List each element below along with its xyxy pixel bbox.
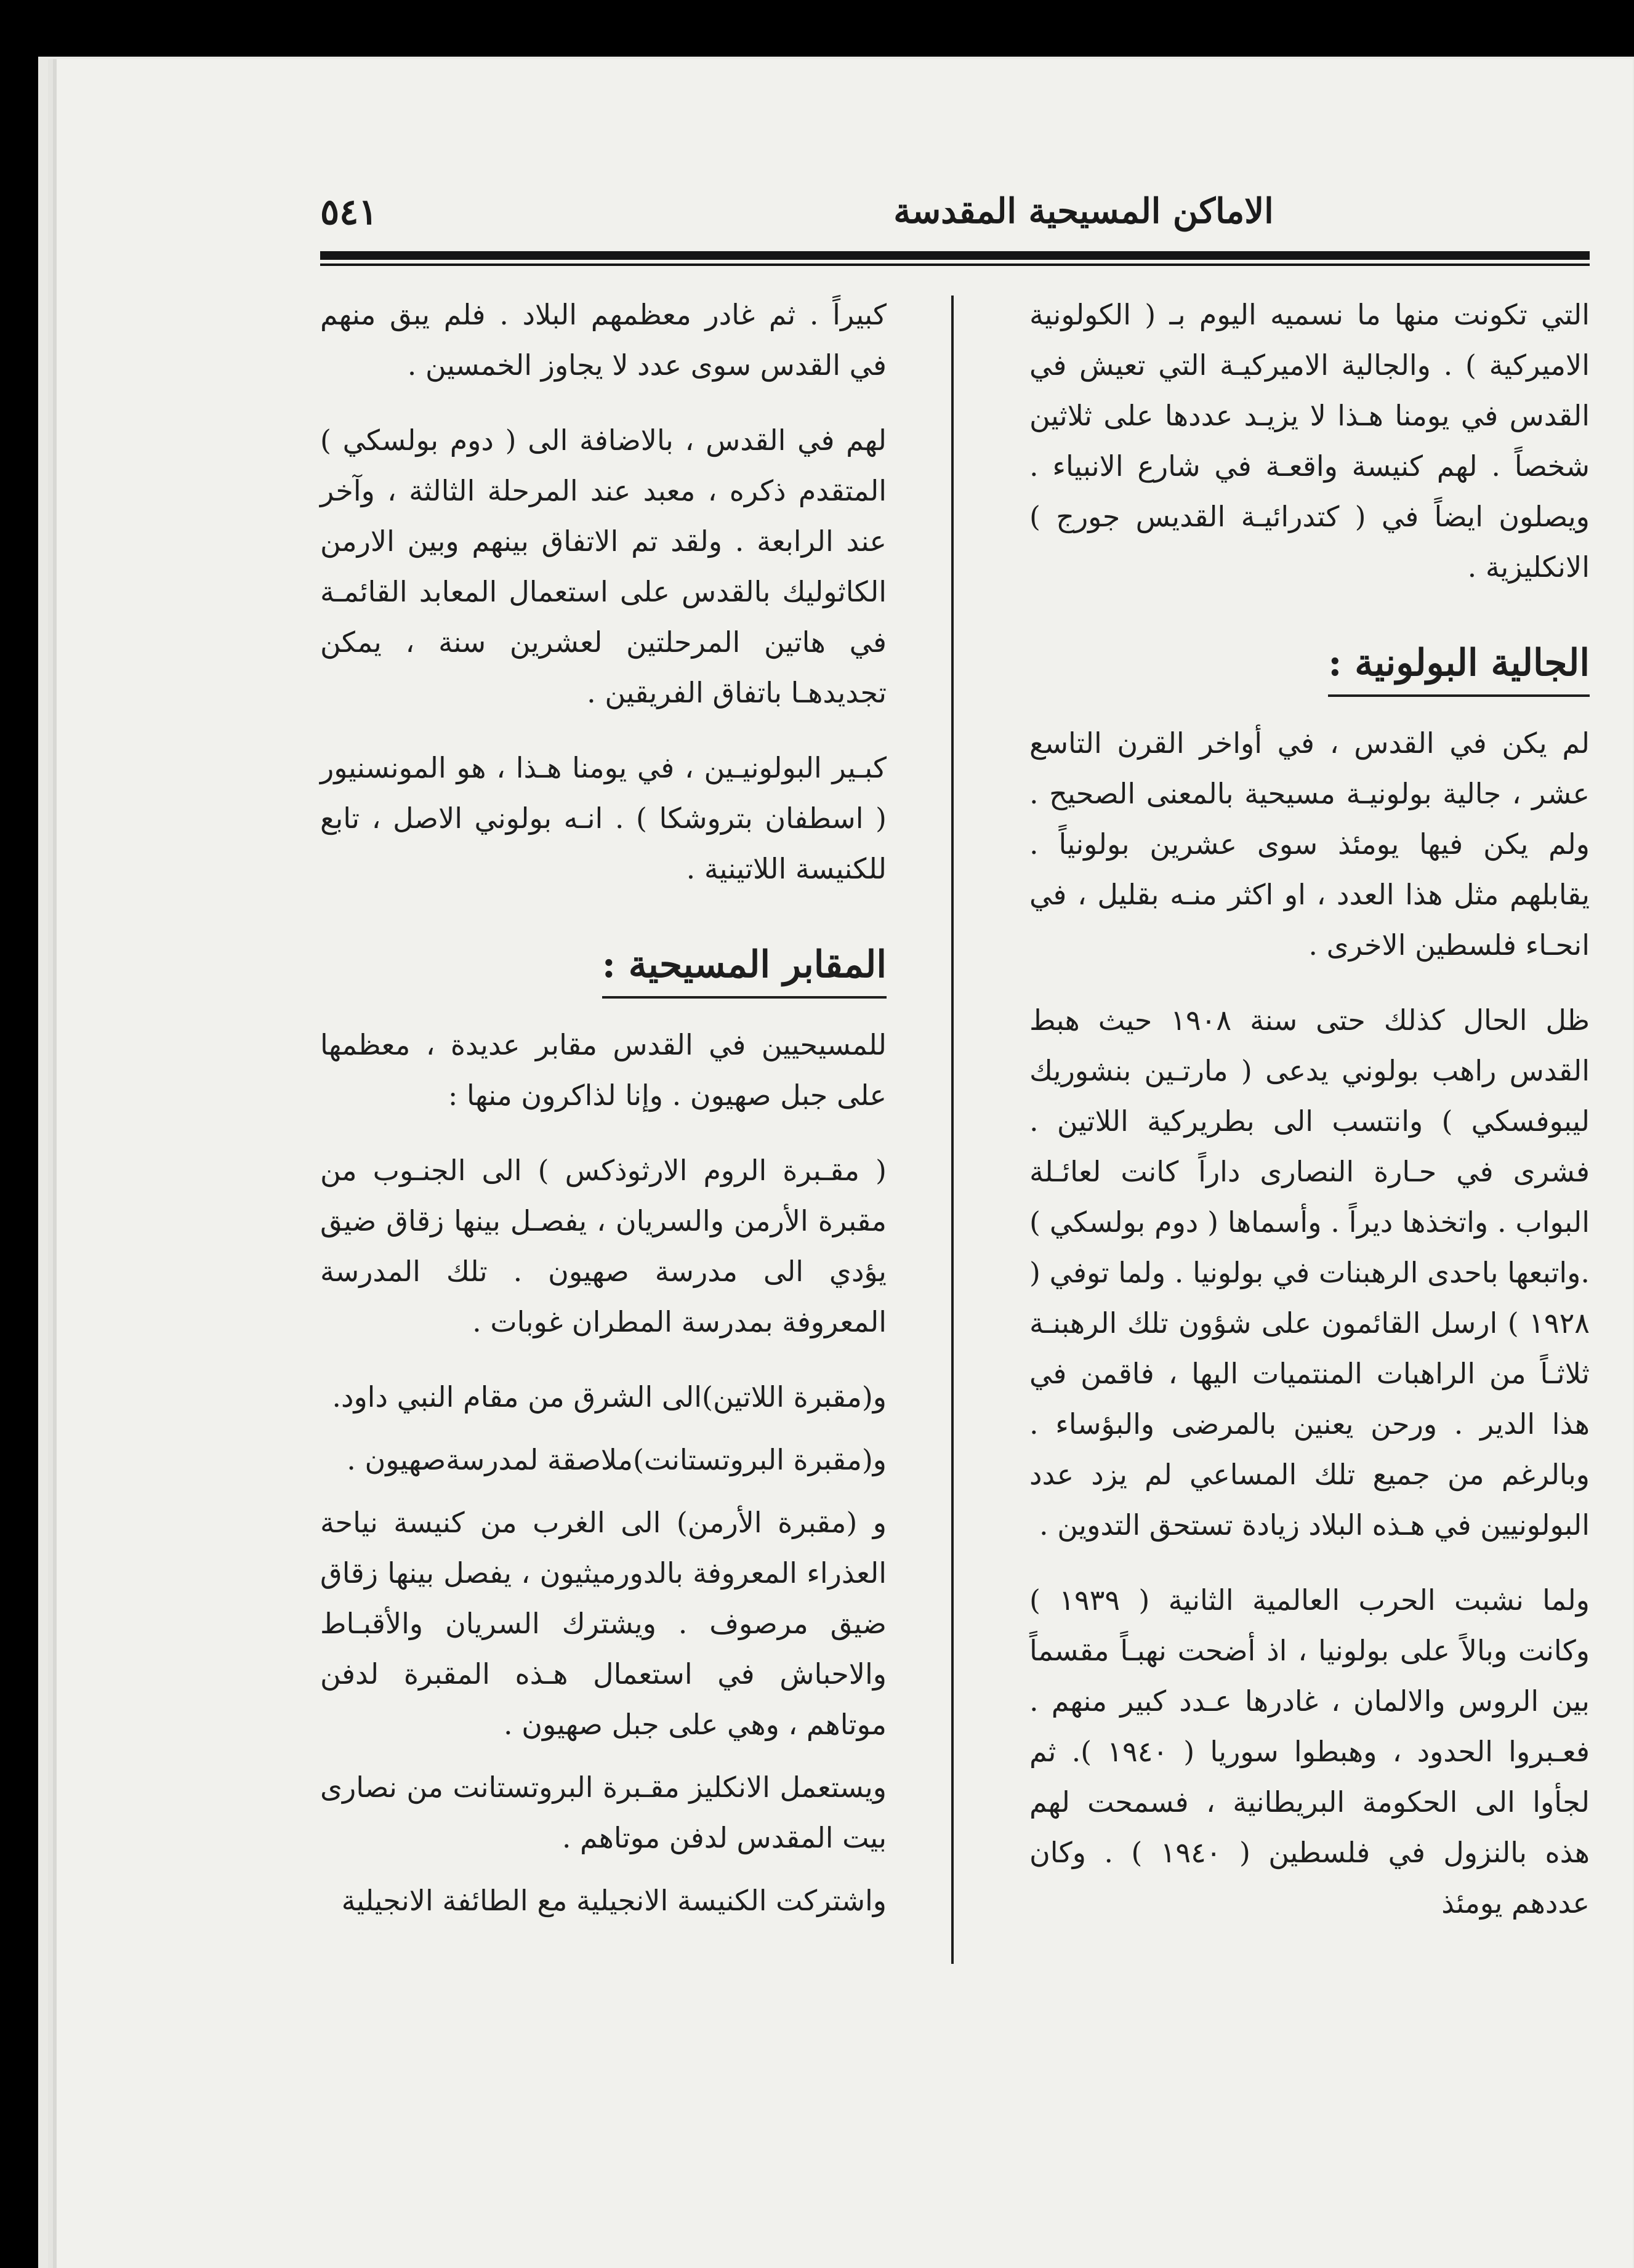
section-heading-wrap — [320, 919, 887, 1019]
header-rule-thick — [320, 251, 1590, 260]
paragraph: و(مقبرة البروتستانت)ملاصقة لمدرسةصهيون . — [347, 1443, 887, 1476]
column-divider — [951, 296, 954, 1964]
paragraph: لم يكن في القدس ، في أواخر القرن التاسع عشر ، جالية بولونيـة مسيحية بالمعنى الصحيح . ولم يكن فيها يومئذ سوى عشرين بولونياً . يقابلهم مثل هذا العدد ، او اكثر منـه بقليل ، في انحـاء فلسطين الاخرى . — [1029, 726, 1590, 962]
paragraph: لهم في القدس ، بالاضافة الى ( دوم بولسكي ) المتقدم ذكره ، معبد عند المرحلة الثالثة ، وآخر عند الرابعة . ولقد تم الاتفاق بينهم وبين الارمن الكاثوليك بالقدس على استعمال المعابد القائمـة في هاتين المرحلتين لعشرين سنة ، يمكن تجديدهـا باتفاق الفريقين . — [320, 424, 887, 709]
paragraph: و (مقبرة الأرمن) الى الغرب من كنيسة نياحة العذراء المعروفة بالدورميثيون ، يفصل بينها زقاق ضيق مرصوف . ويشترك السريان والأقبـاط والاحباش في استعمال هـذه المقبرة لدفن موتاهم ، وهي على جبل صهيون . — [320, 1506, 887, 1741]
paragraph: التي تكونت منها ما نسميه اليوم بـ ( الكولونية الاميركية ) . والجالية الاميركيـة التي تعيش في القدس في يومنا هـذا لا يزيـد عددها على ثلاثين شخصاً . لهم كنيسة واقعـة في شارع الانبياء . ويصلون ايضاً في ( كتدرائيـة القديس جورج ) الانكليزية . — [1029, 298, 1590, 584]
left-column — [320, 289, 887, 1938]
paragraph: و(مقبرة اللاتين)الى الشرق من مقام النبي داود. — [332, 1380, 887, 1413]
section-heading-wrap — [1029, 617, 1590, 718]
header-rule-thin — [320, 263, 1590, 266]
paragraph: ظل الحال كذلك حتى سنة ١٩٠٨ حيث هبط القدس راهب بولوني يدعى ( مارتـين بنشوريك ليبوفسكي ) وانتسب الى بطريركية اللاتين . فشرى في حـارة النصارى داراً كانت لعائـلة البواب . واتخذها ديراً . وأسماها ( دوم بولسكي ) .واتبعها باحدى الرهبنات في بولونيا . ولما توفي ( ١٩٢٨ ) ارسل القائمون على شؤون تلك الرهبنـة ثلاثـاً من الراهبات المنتميات اليها ، فاقمن في هذا الدير . ورحن يعنين بالمرضى والبؤساء . وبالرغم من جميع تلك المساعي لم يزد عدد البولونيين في هـذه البلاد زيادة تستحق التدوين . — [1029, 1003, 1590, 1542]
section-heading-christian-cemeteries: المقابر المسيحية : — [602, 937, 887, 999]
paragraph: ويستعمل الانكليز مقـبرة البروتستانت من نصارى بيت المقدس لدفن موتاهم . — [320, 1771, 887, 1854]
right-column — [1029, 289, 1590, 1953]
page-number: ٥٤١ — [320, 191, 378, 233]
section-heading-polish-community: الجالية البولونية : — [1328, 635, 1590, 697]
paragraph: ولما نشبت الحرب العالمية الثانية ( ١٩٣٩ ) وكانت وبالاً على بولونيا ، اذ أضحت نهبـاً مقسماً بين الروس والالمان ، غادرها عـدد كبير منهم . فعـبروا الحدود ، وهبطوا سوريا ( ١٩٤٠ ). ثم لجأوا الى الحكومة البريطانية ، فسمحت لهم هذه بالنزول في فلسطين ( ١٩٤٠ ) . وكان عددهم يومئذ — [1029, 1583, 1590, 1920]
running-title: الاماكن المسيحية المقدسة — [893, 191, 1274, 231]
paragraph: ( مقـبرة الروم الارثوذكس ) الى الجنـوب من مقبرة الأرمن والسريان ، يفصـل بينها زقاق ضيق يؤدي الى مدرسة صهيون . تلك المدرسة المعروفة بمدرسة المطران غوبات . — [320, 1154, 887, 1338]
paragraph: للمسيحيين في القدس مقابر عديدة ، معظمها على جبل صهيون . وإنا لذاكرون منها : — [320, 1028, 887, 1112]
page-header — [320, 191, 1601, 240]
paragraph: واشتركت الكنيسة الانجيلية مع الطائفة الانجيلية — [341, 1884, 887, 1917]
paragraph: كبيراً . ثم غادر معظمهم البلاد . فلم يبق منهم في القدس سوى عدد لا يجاوز الخمسين . — [320, 298, 887, 382]
paragraph: كبـير البولونيـين ، في يومنا هـذا ، هو المونسنيور ( اسطفان بتروشكا ) . انـه بولوني الاصل ، تابع للكنيسة اللاتينية . — [320, 751, 887, 885]
